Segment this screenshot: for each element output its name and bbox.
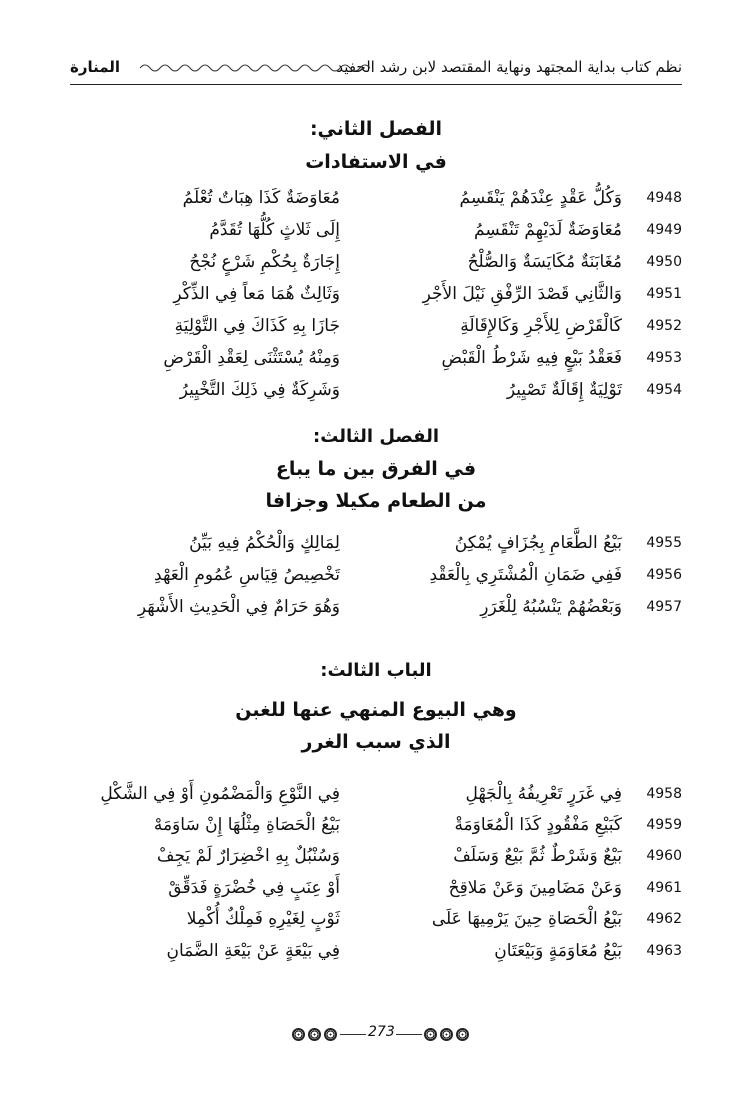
second-hemistich: أَوْ عِنَبٍ فِي خُضْرَةٍ فَدَقِّقْ	[168, 878, 340, 898]
first-hemistich: فَفِي ضَمَانِ الْمُشْتَرِي بِالْعَقْدِ	[429, 565, 622, 585]
second-hemistich: مُعَاوَضَةٌ كَذَا هِبَاتٌ تُعْلَمُ	[182, 188, 340, 208]
second-hemistich: ثَوْبٍ لِغَيْرِهِ فَمِلْكٌ أُكْمِلا	[186, 909, 340, 929]
verse-number: 4959	[646, 817, 682, 833]
book-title: نظم كتاب بداية المجتهد ونهاية المقتصد لابن رشد الحفيد	[336, 58, 682, 76]
verse-row	[70, 907, 682, 937]
verse-number: 4961	[646, 880, 682, 896]
chapter-subheading: وهي البيوع المنهي عنها للغبن	[235, 699, 517, 721]
verse-number: 4960	[646, 848, 682, 864]
first-hemistich: تَوْلِيَةٌ إِقَالَةٌ تَصْيِيرُ	[506, 380, 622, 400]
verse-row	[70, 563, 682, 593]
second-hemistich: وَثَالِثٌ هُمَا مَعاً فِي الذِّكْرِ	[173, 284, 340, 304]
section-heading: الفصل الثاني:	[309, 118, 443, 140]
second-hemistich: تَخْصِيصُ قِيَاسِ عُمُومِ الْعَهْدِ	[154, 565, 340, 585]
footer-divider	[340, 1034, 366, 1035]
chapter-subheading: الذي سبب الغرر	[301, 731, 451, 753]
first-hemistich: كَبَيْعِ مَفْقُودٍ كَذَا الْمُعَاوَمَةْ	[454, 815, 622, 835]
first-hemistich: فِي غَرَرٍ تَعْرِيفُهُ بِالْجَهْلِ	[465, 784, 622, 804]
verse-number: 4958	[646, 786, 682, 802]
page-footer	[280, 1022, 480, 1046]
second-hemistich: وَهُوَ حَرَامٌ فِي الْحَدِيثِ الأَشْهَرِ	[137, 597, 340, 617]
ornament-icon	[308, 1028, 321, 1041]
verse-number: 4954	[646, 382, 682, 398]
first-hemistich: مُغَابَنَةٌ مُكَايَسَةٌ وَالصُّلْحُ	[467, 252, 622, 272]
verse-row	[70, 314, 682, 344]
section-heading: الفصل الثالث:	[313, 426, 439, 447]
verse-row	[70, 218, 682, 248]
verse-number: 4952	[646, 318, 682, 334]
wavy-divider	[140, 60, 370, 76]
verse-row	[70, 531, 682, 561]
first-hemistich: فَعَقْدُ بَيْعٍ فِيهِ شَرْطُ الْقَبْضِ	[441, 348, 622, 368]
verse-number: 4962	[646, 911, 682, 927]
second-hemistich: بَيْعُ الْحَصَاةِ مِثْلُهَا إِنْ سَاوَمَهْ	[153, 815, 340, 835]
ornament-icon	[424, 1028, 437, 1041]
verse-row	[70, 346, 682, 376]
ornament-icon	[292, 1028, 305, 1041]
section-subheading: من الطعام مكيلا وجزافا	[265, 490, 487, 512]
ornament-icon	[440, 1028, 453, 1041]
verse-number: 4963	[646, 943, 682, 959]
ornament-icon	[324, 1028, 337, 1041]
short-title: المنارة	[70, 58, 121, 76]
first-hemistich: بَيْعُ الْحَصَاةِ حِينَ يَرْمِيهَا عَلَى	[431, 909, 622, 929]
verse-number: 4953	[646, 350, 682, 366]
verse-number: 4950	[646, 254, 682, 270]
section-subheading: في الاستفادات	[305, 151, 447, 173]
first-hemistich: مُعَاوَضَةٌ لَدَيْهِمْ تَنْقَسِمُ	[474, 220, 622, 240]
verse-number: 4948	[646, 190, 682, 206]
first-hemistich: وَعَنْ مَضَامِينَ وَعَنْ مَلاقِحْ	[448, 878, 622, 898]
second-hemistich: فِي النَّوْعِ وَالْمَضْمُونِ أَوْ فِي الشَّكْلِ	[100, 784, 340, 804]
section-subheading: في الفرق بين ما يباع	[275, 458, 477, 480]
page-number: 273	[368, 1024, 395, 1040]
verse-row	[70, 282, 682, 312]
second-hemistich: وَسُنْبُلٌ بِهِ اخْضِرَارٌ لَمْ يَجِفْ	[156, 846, 340, 866]
first-hemistich: بَيْعٌ وَشَرْطٌ ثُمَّ بَيْعٌ وَسَلَفْ	[453, 846, 622, 866]
second-hemistich: وَمِنْهُ يُسْتَثْنَى لِعَقْدِ الْقَرْضِ	[163, 348, 340, 368]
verse-row	[70, 595, 682, 625]
verse-row	[70, 876, 682, 906]
first-hemistich: وَالثَّانِي قَصْدَ الرِّفْقِ نَيْلَ الأَجْرِ	[422, 284, 622, 304]
verse-row	[70, 378, 682, 408]
footer-divider	[396, 1034, 422, 1035]
first-hemistich: بَيْعُ مُعَاوَمَةٍ وَبَيْعَتَانِ	[494, 941, 622, 961]
second-hemistich: إِلَى ثَلاثٍ كُلُّهَا تُقَدَّمُ	[209, 220, 340, 240]
second-hemistich: إِجَارَةٌ بِحُكْمِ شَرْعٍ نُجْحُ	[189, 252, 340, 272]
ornament-icon	[456, 1028, 469, 1041]
verse-number: 4957	[646, 599, 682, 615]
first-hemistich: وَكُلُّ عَقْدٍ عِنْدَهُمْ يَنْقَسِمُ	[459, 188, 622, 208]
verse-row	[70, 813, 682, 843]
second-hemistich: جَازَا بِهِ كَذَاكَ فِي التَّوْلِيَةِ	[174, 316, 340, 336]
first-hemistich: وَبَعْضُهُمْ يَنْسُبُهُ لِلْغَرَرِ	[480, 597, 622, 617]
verse-row	[70, 939, 682, 969]
verse-number: 4949	[646, 222, 682, 238]
verse-number: 4951	[646, 286, 682, 302]
second-hemistich: فِي بَيْعَةٍ عَنْ بَيْعَةِ الضَّمَانِ	[166, 941, 340, 961]
header-rule	[70, 84, 682, 85]
verse-row	[70, 844, 682, 874]
verse-row	[70, 250, 682, 280]
verse-row	[70, 186, 682, 216]
verse-number: 4955	[646, 535, 682, 551]
verse-number: 4956	[646, 567, 682, 583]
running-header	[70, 58, 682, 84]
verse-row	[70, 782, 682, 812]
first-hemistich: كَالْقَرْضِ لِلأَجْرِ وَكَالإِقَالَةِ	[460, 316, 622, 336]
second-hemistich: وَشَرِكَةٌ فِي ذَلِكَ التَّخْيِيرُ	[179, 380, 340, 400]
first-hemistich: بَيْعُ الطَّعَامِ بِجُزَافٍ يُمْكِنُ	[454, 533, 622, 553]
chapter-heading: الباب الثالث:	[320, 660, 432, 681]
second-hemistich: لِمَالِكٍ وَالْحُكْمُ فِيهِ بَيِّنُ	[189, 533, 340, 553]
